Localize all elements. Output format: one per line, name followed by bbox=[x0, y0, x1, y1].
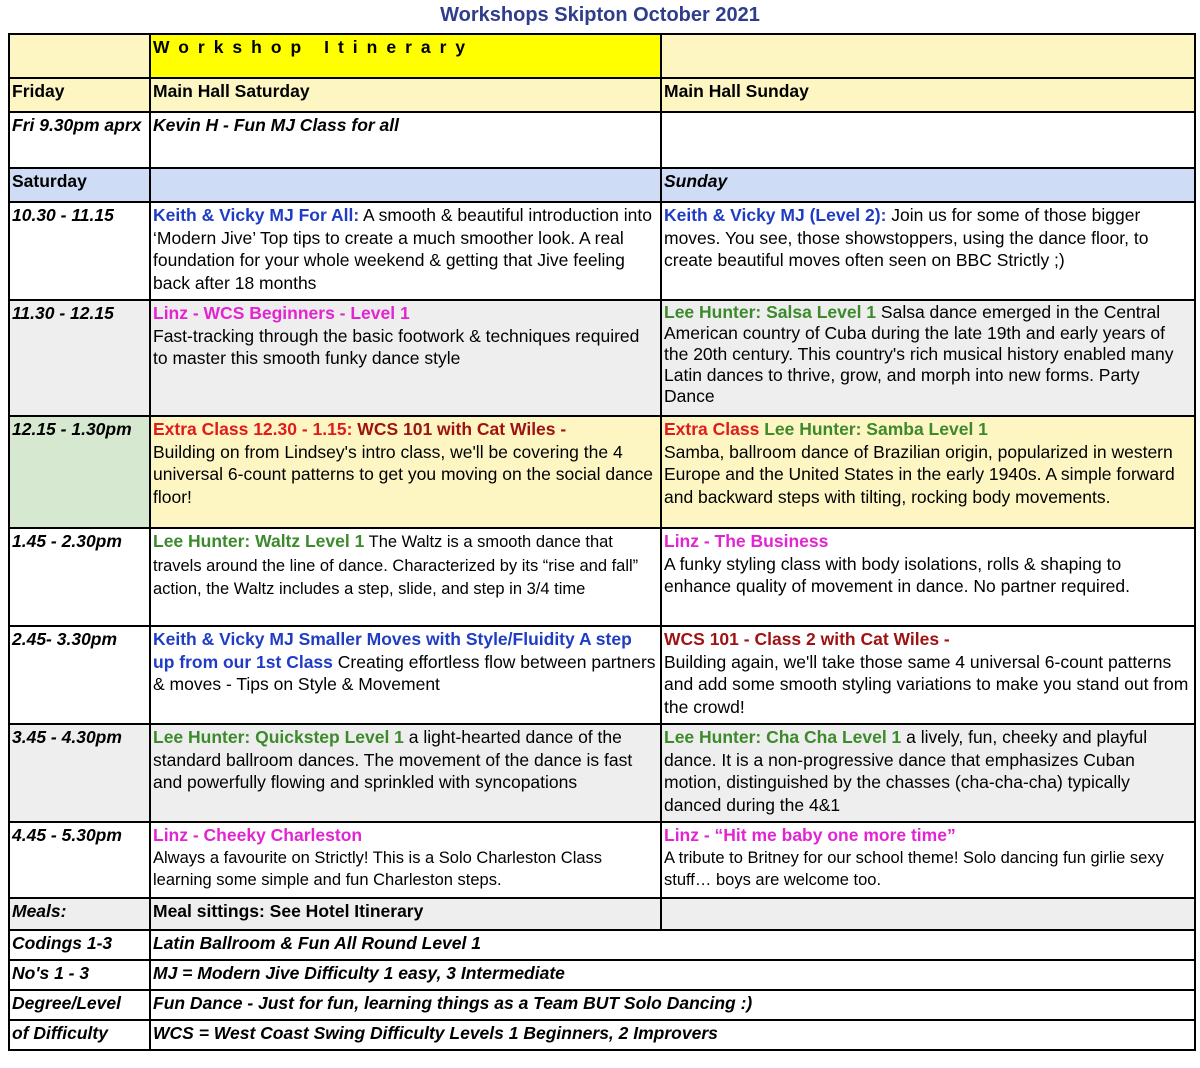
class-description: a lively, fun, cheeky and playful dance. It is a non-progressive dance that emphasizes Cuban motion, distinguished by the chasses (cha-cha-cha) typically danced during the 4&1 bbox=[664, 727, 1148, 815]
legend-text: WCS = West Coast Swing Difficulty Levels 1 Beginners, 2 Improvers bbox=[150, 1020, 1195, 1050]
table-row bbox=[9, 724, 1195, 822]
section-sunday: Sunday bbox=[661, 168, 1195, 202]
section-saturday: Saturday bbox=[9, 168, 150, 202]
friday-row bbox=[9, 112, 1195, 168]
document-title: Workshops Skipton October 2021 bbox=[440, 4, 760, 26]
legend-row bbox=[9, 960, 1195, 990]
class-title: Keith & Vicky MJ (Level 2): bbox=[664, 205, 887, 225]
table-row bbox=[9, 528, 1195, 626]
meals-row bbox=[9, 898, 1195, 930]
extra-class-label: Extra Class 12.30 - 1.15: bbox=[153, 419, 353, 439]
legend-row bbox=[9, 990, 1195, 1020]
class-title: Lee Hunter: Waltz Level 1 bbox=[153, 531, 365, 551]
legend-label: Degree/Level bbox=[9, 990, 150, 1020]
class-description: Building on from Lindsey's intro class, we'll be covering the 4 universal 6-count patterns to get you moving on the social dance floor! bbox=[153, 441, 654, 507]
class-title: WCS 101 with Cat Wiles - bbox=[352, 419, 567, 439]
meals-text: Meal sittings: See Hotel Itinerary bbox=[150, 898, 661, 930]
class-description: Samba, ballroom dance of Brazilian origin, popularized in western Europe and the United States in the early 1940s. A simple forward and backward steps with tilting, rocking body movements. bbox=[664, 441, 1175, 507]
section-row bbox=[9, 168, 1195, 202]
title-right-cell bbox=[661, 34, 1195, 78]
class-title: Lee Hunter: Cha Cha Level 1 bbox=[664, 727, 902, 747]
extra-class-label: Extra Class bbox=[664, 419, 760, 439]
header-main-hall-sunday: Main Hall Sunday bbox=[661, 78, 1195, 112]
table-row bbox=[9, 822, 1195, 898]
class-title: Lee Hunter: Quickstep Level 1 bbox=[153, 727, 404, 747]
class-description: Join us for some of those bigger moves. You see, those showstoppers, using the dance floor, to create beautiful moves often seen on BBC Strictly ;) bbox=[664, 205, 1149, 270]
class-description: A tribute to Britney for our school theme! Solo dancing fun girlie sexy stuff… boys are welcome too. bbox=[664, 848, 1164, 889]
saturday-class bbox=[150, 416, 661, 528]
class-description: Building again, we'll take those same 4 universal 6-count patterns and add some smooth styling variations to make you stand out from the crowd! bbox=[664, 651, 1189, 717]
sunday-class bbox=[661, 416, 1195, 528]
slot-time: 3.45 - 4.30pm bbox=[9, 724, 150, 822]
legend-text: MJ = Modern Jive Difficulty 1 easy, 3 Intermediate bbox=[150, 960, 1195, 990]
class-title: Linz - Cheeky Charleston bbox=[153, 825, 363, 845]
sunday-class bbox=[661, 300, 1195, 416]
slot-time: 2.45- 3.30pm bbox=[9, 626, 150, 724]
saturday-class bbox=[150, 202, 661, 300]
table-row bbox=[9, 300, 1195, 416]
class-title: Linz - “Hit me baby one more time” bbox=[664, 825, 956, 845]
class-title: Keith & Vicky MJ Smaller Moves with Style/Fluidity A step up from our 1st Class bbox=[153, 629, 632, 672]
friday-event: Kevin H - Fun MJ Class for all bbox=[150, 112, 661, 168]
section-empty-cell bbox=[150, 168, 661, 202]
saturday-class bbox=[150, 528, 661, 626]
slot-time: 10.30 - 11.15 bbox=[9, 202, 150, 300]
class-description: Always a favourite on Strictly! This is a Solo Charleston Class learning some simple and fun Charleston steps. bbox=[153, 848, 603, 889]
slot-time: 12.15 - 1.30pm bbox=[9, 416, 150, 528]
legend-text: Latin Ballroom & Fun All Round Level 1 bbox=[150, 930, 1195, 960]
table-row bbox=[9, 626, 1195, 724]
legend-text: Fun Dance - Just for fun, learning things as a Team BUT Solo Dancing :) bbox=[150, 990, 1195, 1020]
legend-label: No's 1 - 3 bbox=[9, 960, 150, 990]
class-description: Fast-tracking through the basic footwork & techniques required to master this smooth funky dance style bbox=[153, 325, 640, 368]
legend-row bbox=[9, 930, 1195, 960]
sunday-class bbox=[661, 724, 1195, 822]
saturday-class bbox=[150, 626, 661, 724]
class-title: WCS 101 - Class 2 with Cat Wiles - bbox=[664, 629, 950, 649]
header-row bbox=[9, 78, 1195, 112]
table-row bbox=[9, 416, 1195, 528]
friday-time: Fri 9.30pm aprx bbox=[9, 112, 150, 168]
corner-cell bbox=[9, 34, 150, 78]
sunday-class bbox=[661, 626, 1195, 724]
saturday-class bbox=[150, 822, 661, 898]
class-title: Lee Hunter: Salsa Level 1 bbox=[664, 302, 877, 322]
slot-time: 11.30 - 12.15 bbox=[9, 300, 150, 416]
meals-label: Meals: bbox=[9, 898, 150, 930]
itinerary-table bbox=[8, 33, 1196, 1051]
sunday-class bbox=[661, 822, 1195, 898]
class-description: a light-hearted dance of the standard ballroom dances. The movement of the dance is fast and powerfully flowing and sprinkled with syncopations bbox=[153, 727, 633, 792]
sunday-class bbox=[661, 528, 1195, 626]
class-description: A smooth & beautiful introduction into ‘Modern Jive’ Top tips to create a much smoother look. A real foundation for your whole weekend & getting that Jive feeling back after 18 months bbox=[153, 205, 652, 293]
saturday-class bbox=[150, 724, 661, 822]
sunday-class bbox=[661, 202, 1195, 300]
class-description: Salsa dance emerged in the Central American country of Cuba during the late 19th and early years of the 20th century. This country's rich musical history enabled many Latin dances to thrive, grow, and morph into new forms. Party Dance bbox=[664, 302, 1174, 406]
class-description: A funky styling class with body isolations, rolls & shaping to enhance quality of movement in dance. No partner required. bbox=[664, 553, 1130, 596]
title-row bbox=[9, 34, 1195, 78]
header-friday: Friday bbox=[9, 78, 150, 112]
meals-empty-cell bbox=[661, 898, 1195, 930]
class-title: Lee Hunter: Samba Level 1 bbox=[759, 419, 988, 439]
table-row bbox=[9, 202, 1195, 300]
legend-label: Codings 1-3 bbox=[9, 930, 150, 960]
header-main-hall-saturday: Main Hall Saturday bbox=[150, 78, 661, 112]
itinerary-title: Workshop Itinerary bbox=[150, 34, 661, 78]
class-description: Creating effortless flow between partners & moves - Tips on Style & Movement bbox=[153, 651, 656, 694]
friday-empty-cell bbox=[661, 112, 1195, 168]
saturday-class bbox=[150, 300, 661, 416]
class-description: The Waltz is a smooth dance that travels around the line of dance. Characterized by its “rise and fall” action, the Waltz includes a step, slide, and step in 3/4 time bbox=[153, 533, 639, 598]
class-title: Keith & Vicky MJ For All: bbox=[153, 205, 360, 225]
class-title: Linz - The Business bbox=[664, 531, 829, 551]
legend-row bbox=[9, 1020, 1195, 1050]
legend-label: of Difficulty bbox=[9, 1020, 150, 1050]
class-title: Linz - WCS Beginners - Level 1 bbox=[153, 303, 410, 323]
slot-time: 4.45 - 5.30pm bbox=[9, 822, 150, 898]
slot-time: 1.45 - 2.30pm bbox=[9, 528, 150, 626]
